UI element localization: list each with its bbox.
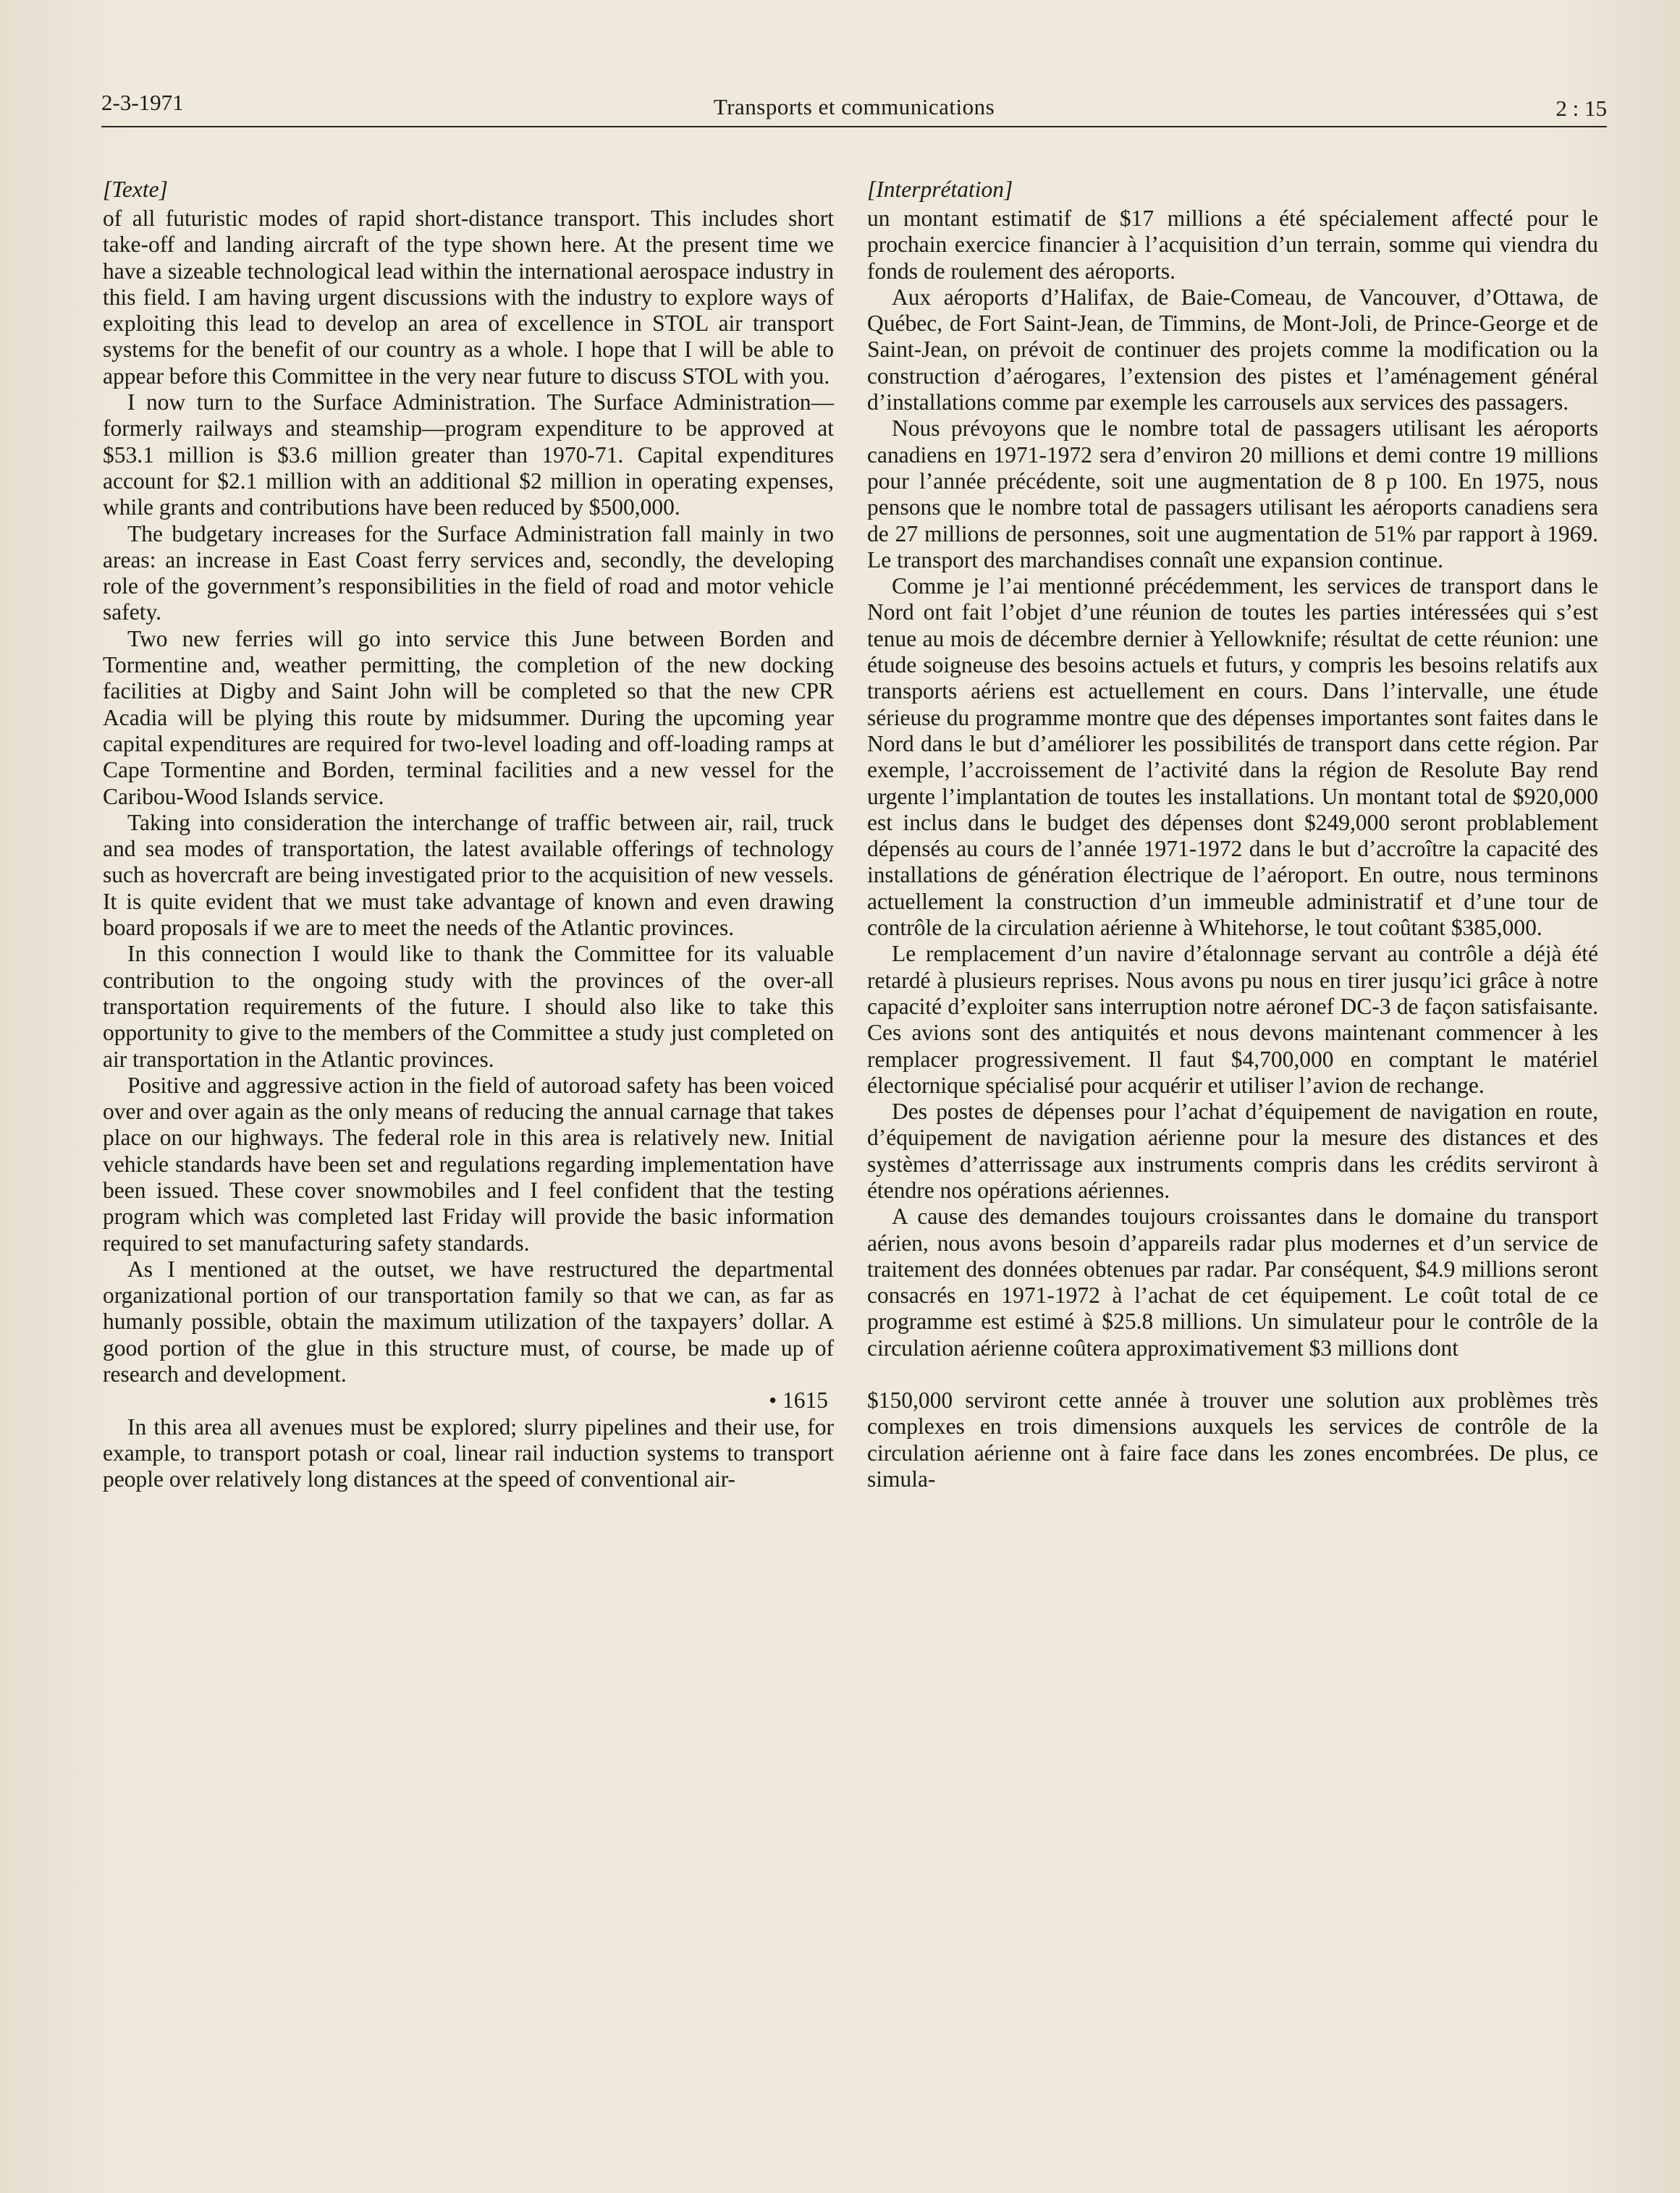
column-gap: [867, 1361, 1598, 1387]
time-marker: • 1615: [769, 1387, 828, 1414]
paragraph: The budgetary increases for the Surface Administration fall mainly in two areas: an increase in East Coast ferry services and, secondly, the developing role of the government’s responsibilities in the field of road and motor vehicle safety.: [103, 520, 834, 625]
paragraph: Aux aéroports d’Halifax, de Baie-Comeau, de Vancouver, d’Ottawa, de Québec, de Fort Saint-Jean, de Timmins, de Mont-Joli, de Prince-George et de Saint-Jean, on prévoit de continuer des projets comme la modification ou la construction d’aérogares, l’extension des pistes et l’aménagement général d’installations comme par exemple les carrousels aux services des passagers.: [867, 284, 1598, 415]
paragraph: of all futuristic modes of rapid short-distance transport. This includes short take-off and landing aircraft of the type shown here. At the present time we have a sizeable technological lead within the international aerospace industry in this field. I am having urgent discussions with the industry to explore ways of exploiting this lead to develop an area of excellence in STOL air transport systems for the benefit of our country as a whole. I hope that I will be able to appear before this Committee in the very near future to discuss STOL with you.: [103, 206, 834, 389]
paragraph: Le remplacement d’un navire d’étalonnage servant au contrôle a déjà été retardé à plusieurs reprises. Nous avons pu nous en tirer jusqu’ici grâce à notre capacité d’exploiter sans interruption notre aéronef DC-3 de façon satisfaisante. Ces avions sont des antiquités et nous devons maintenant commencer à les remplacer progressivement. Il faut $4,700,000 en comptant le matériel électornique spécialisé pour acquérir et utiliser l’avion de rechange.: [867, 941, 1598, 1098]
english-text-column: [103, 174, 834, 1493]
header-date: 2-3-1971: [101, 90, 184, 115]
paragraph: In this area all avenues must be explored; slurry pipelines and their use, for example, to transport potash or coal, linear rail induction systems to transport people over relatively long distances at the speed of conventional air-: [103, 1414, 834, 1492]
paragraph: Des postes de dépenses pour l’achat d’équipement de navigation en route, d’équipement de navigation aérienne pour la mesure des distances et des systèmes d’atterrissage aux instruments compris dans les crédits serviront à étendre nos opérations aériennes.: [867, 1099, 1598, 1203]
running-header: [101, 85, 1607, 127]
column-label-interpretation: [Interprétation]: [867, 177, 1013, 202]
column-label-texte: [Texte]: [103, 177, 168, 202]
french-interpretation-column: [867, 174, 1598, 1492]
paragraph: $150,000 serviront cette année à trouver une solution aux problèmes très complexes en trois dimensions auxquels les services de contrôle de la circulation aérienne ont à faire face dans les zones encombrées. De plus, ce simula-: [867, 1387, 1598, 1492]
paragraph: Two new ferries will go into service this June between Borden and Tormentine and, weather permitting, the completion of the new docking facilities at Digby and Saint John will be completed so that the new CPR Acadia will be plying this route by midsummer. During the upcoming year capital expenditures are required for two-level loading and off-loading ramps at Cape Tormentine and Borden, terminal facilities and a new vessel for the Caribou-Wood Islands service.: [103, 625, 834, 809]
paragraph: In this connection I would like to thank the Committee for its valuable contribution to the ongoing study with the provinces of the over-all transportation requirements of the future. I should also like to take this opportunity to give to the members of the Committee a study just completed on air transportation in the Atlantic provinces.: [103, 941, 834, 1072]
paragraph: A cause des demandes toujours croissantes dans le domaine du transport aérien, nous avons besoin d’appareils radar plus modernes et d’un service de traitement des données obtenues par radar. Par conséquent, $4.9 millions seront consacrés en 1971-1972 à l’achat de cet équipement. Le coût total de ce programme est estimé à $25.8 millions. Un simulateur pour le contrôle de la circulation aérienne coûtera approximativement $3 millions dont: [867, 1204, 1598, 1361]
header-title: Transports et communications: [713, 94, 995, 119]
paragraph: Taking into consideration the interchange of traffic between air, rail, truck and sea modes of transportation, the latest available offerings of technology such as hovercraft are being investigated prior to the acquisition of new vessels. It is quite evident that we must take advantage of known and even drawing board proposals if we are to meet the needs of the Atlantic provinces.: [103, 809, 834, 941]
paragraph: As I mentioned at the outset, we have restructured the departmental organizational portion of our transportation family so that we can, as far as humanly possible, obtain the maximum utilization of the taxpayers’ dollar. A good portion of the glue in this structure must, of course, be made up of research and development.: [103, 1256, 834, 1387]
paragraph: Comme je l’ai mentionné précédemment, les services de transport dans le Nord ont fait l’objet d’une réunion de toutes les parties intéressées qui s’est tenue au mois de décembre dernier à Yellowknife; résultat de cette réunion: une étude soigneuse des besoins actuels et futurs, y compris les besoins relatifs aux transports aériens est actuellement en cours. Dans l’intervalle, une étude sérieuse du programme montre que des dépenses importantes sont faites dans le Nord dans le but d’améliorer les possibilités de transport dans cette région. Par exemple, l’accroissement de l’activité dans la région de Resolute Bay rend urgente l’implantation de toutes les installations. Un montant total de $920,000 est inclus dans le budget des dépenses dont $249,000 seront problablement dépensés au cours de l’année 1971-1972 dans le but d’accroître la capacité des installations de génération électrique de l’aéroport. En outre, nous terminons actuellement la construction d’un immeuble administratif et d’une tour de contrôle de la circulation aérienne à Whitehorse, le tout coûtant $385,000.: [867, 573, 1598, 941]
paragraph: I now turn to the Surface Administration. The Surface Administration—formerly railways and steamship—program expenditure to be approved at $53.1 million is $3.6 million greater than 1970-71. Capital expenditures account for $2.1 million with an additional $2 million in operating expenses, while grants and contributions have been reduced by $500,000.: [103, 389, 834, 520]
paragraph: Nous prévoyons que le nombre total de passagers utilisant les aéroports canadiens en 1971-1972 sera d’environ 20 millions et demi contre 19 millions pour l’année précédente, soit une augmentation de 8 p 100. En 1975, nous pensons que le nombre total de passagers utilisant les aéroports canadiens sera de 27 millions de personnes, soit une augmentation de 51% par rapport à 1969. Le transport des marchandises connaît une expansion continue.: [867, 415, 1598, 572]
paragraph: Positive and aggressive action in the field of autoroad safety has been voiced over and over again as the only means of reducing the annual carnage that takes place on our highways. The federal role in this area is relatively new. Initial vehicle standards have been set and regulations regarding implementation have been issued. These cover snowmobiles and I feel confident that the testing program which was completed last Friday will provide the basic information required to set manufacturing safety standards.: [103, 1072, 834, 1256]
header-page-number: 2 : 15: [1556, 96, 1607, 121]
paragraph: un montant estimatif de $17 millions a été spécialement affecté pour le prochain exercice financier à l’acquisition d’un terrain, somme qui viendra du fonds de roulement des aéroports.: [867, 206, 1598, 284]
